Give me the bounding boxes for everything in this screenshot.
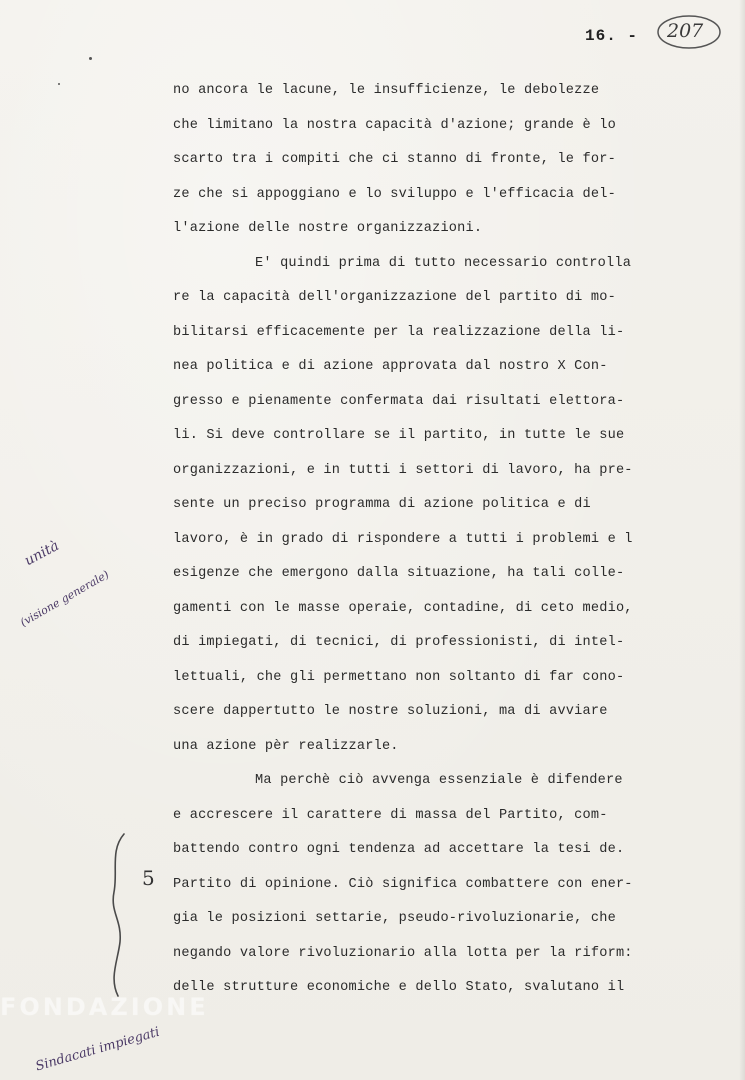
handwritten-bracket-mark: [100, 830, 140, 1000]
text-line: li. Si deve controllare se il partito, in tutte le sue: [173, 428, 625, 443]
page-number: 16. -: [585, 27, 639, 45]
text-line: lavoro, è in grado di rispondere a tutti i problemi e l: [173, 531, 633, 547]
paper-speck: [89, 57, 92, 60]
text-line: re la capacità dell'organizzazione del partito di mo-: [173, 290, 616, 305]
handwritten-sindacati-note: Sindacati impiegati: [34, 1024, 162, 1075]
text-line: lettuali, che gli permettano non soltanto di far cono-: [173, 669, 625, 685]
text-line: negando valore rivoluzionario alla lotta per la riform:: [173, 945, 633, 961]
text-line: sente un preciso programma di azione politica e di: [173, 497, 591, 512]
text-line: gresso e pienamente confermata dai risultati elettora-: [173, 393, 625, 409]
archive-number: 207: [667, 20, 704, 42]
fondazione-watermark: FONDAZIONE: [0, 993, 209, 1021]
paper-speck: [58, 83, 60, 85]
paragraph-2: [173, 247, 678, 765]
text-line: Ma perchè ciò avvenga essenziale è difendere: [255, 773, 623, 788]
text-line: l'azione delle nostre organizzazioni.: [173, 221, 483, 236]
page-edge-shadow: [739, 0, 745, 1080]
archive-number-stamp: [655, 12, 723, 52]
paragraph-1: [173, 74, 678, 247]
text-line: ze che si appoggiano e lo sviluppo e l'efficacia del-: [173, 186, 616, 202]
text-line: esigenze che emergono dalla situazione, ha tali colle-: [173, 566, 625, 581]
text-line: che limitano la nostra capacità d'azione; grande è lo: [173, 117, 616, 133]
text-line: delle strutture economiche e dello Stato, svalutano il: [173, 980, 625, 995]
text-line: bilitarsi efficacemente per la realizzazione della li-: [173, 324, 625, 340]
document-body: [173, 74, 678, 1006]
handwritten-visione-note: (visione generale): [18, 567, 112, 630]
text-line: gia le posizioni settarie, pseudo-rivoluzionarie, che: [173, 911, 616, 926]
text-line: di impiegati, di tecnici, di professionisti, di intel-: [173, 635, 625, 650]
text-line: E' quindi prima di tutto necessario controlla: [255, 255, 632, 271]
text-line: una azione pèr realizzarle.: [173, 738, 399, 754]
text-line: nea politica e di azione approvata dal nostro X Con-: [173, 359, 608, 374]
text-line: Partito di opinione. Ciò significa combattere con ener-: [173, 876, 633, 892]
text-line: battendo contro ogni tendenza ad accettare la tesi de.: [173, 842, 625, 857]
text-line: no ancora le lacune, le insufficienze, le debolezze: [173, 83, 600, 98]
handwritten-unita-note: unità: [22, 537, 62, 570]
text-line: organizzazioni, e in tutti i settori di lavoro, ha pre-: [173, 462, 633, 478]
paragraph-3: [173, 764, 678, 1006]
margin-mark: 5: [142, 866, 155, 890]
text-line: e accrescere il carattere di massa del Partito, com-: [173, 807, 608, 823]
text-line: gamenti con le masse operaie, contadine, di ceto medio,: [173, 600, 633, 616]
text-line: scere dappertutto le nostre soluzioni, ma di avviare: [173, 704, 608, 719]
text-line: scarto tra i compiti che ci stanno di fronte, le for-: [173, 152, 616, 167]
